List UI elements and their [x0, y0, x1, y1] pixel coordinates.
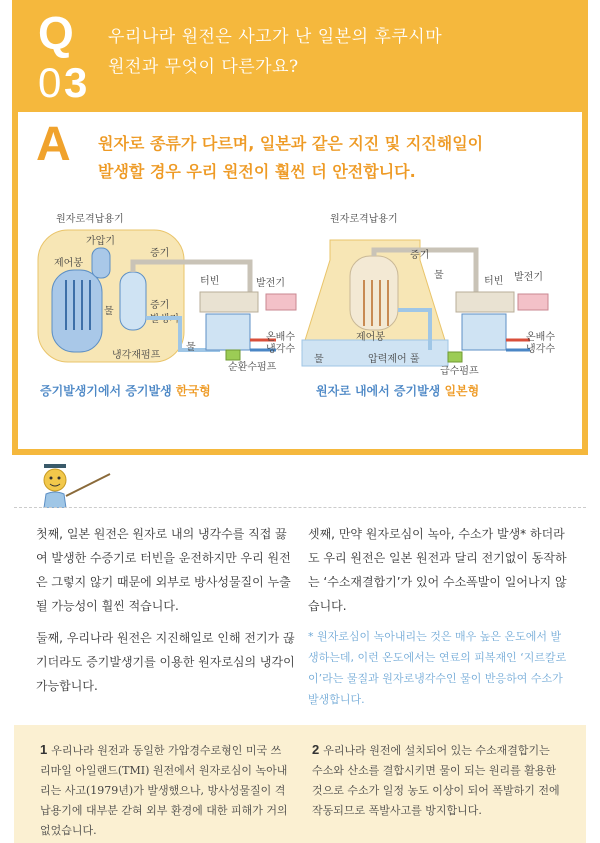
korea-condenser [206, 314, 250, 350]
korea-generator [266, 294, 296, 310]
section-divider [14, 507, 586, 508]
japan-reactor-vessel [350, 256, 398, 330]
japan-feed-pump [448, 352, 462, 362]
japan-caption [316, 382, 479, 399]
footnote-2-number: 2 [312, 742, 320, 757]
footnote-2-text: 우리나라 원전에 설치되어 있는 수소재결합기는 수소와 산소를 결합시키면 물이 되는 원리를 활용한 것으로 수소가 일정 농도 이상이 되어 폭발하기 전에 작동되므로 폭발사고를 방지합니다. [312, 744, 560, 817]
korea-circ-pump [226, 350, 240, 360]
korea-cooling-water-label: 냉각수 [266, 344, 295, 355]
body-paragraph-1: 첫째, 일본 원전은 원자로 내의 냉각수를 직접 끓여 발생한 수증기로 터빈을 운전하지만 우리 원전은 그렇지 않기 때문에 외부로 방사성물질이 누출될 가능성이 훨씬 적습니다. [36, 527, 291, 613]
korea-caption-highlight: 한국형 [175, 384, 211, 398]
teacher-face [44, 469, 66, 491]
korea-caption-main: 증기발생기에서 증기발생 [40, 384, 172, 398]
korea-reactor-vessel [52, 270, 102, 352]
japan-generator-label: 발전기 [514, 272, 543, 283]
japan-steam-label: 증기 [410, 250, 430, 261]
korea-steam-generator [120, 272, 146, 330]
korea-pressurizer [92, 248, 110, 278]
korea-water2-label: 물 [186, 342, 196, 353]
japan-containment-label: 원자로격납용기 [330, 214, 398, 225]
korea-reactor-diagram [38, 212, 296, 373]
korea-coolant-pump-label: 냉각재펌프 [112, 350, 161, 361]
korea-water-label: 물 [104, 306, 114, 317]
answer-line1: 원자로 종류가 다르며, 일본과 같은 지진 및 지진해일이 [98, 134, 484, 153]
korea-pressurizer-label: 가압기 [86, 236, 115, 247]
footnote-asterisk: * 원자로심이 녹아내리는 것은 매우 높은 온도에서 발생하는데, 이런 온도에서는 연료의 피복재인 ‘지르칼로이’라는 물질과 원자로냉각수인 물이 반응하여 수소가 발생합니다. [308, 630, 567, 706]
korea-sg-label2: 발생기 [150, 314, 179, 325]
japan-water-bottom-label: 물 [314, 354, 324, 365]
graduation-cap-icon [44, 464, 66, 468]
question-title-line2: 원전과 무엇이 다른가요? [108, 57, 299, 77]
answer-line2: 발생할 경우 우리 원전이 훨씬 더 안전합니다. [98, 162, 416, 181]
body-paragraph-3: 셋째, 만약 원자로심이 녹아, 수소가 발생* 하더라도 우리 원전은 일본 원전과 달리 전기없이 동작하는 ‘수소재결합기’가 있어 수소폭발이 일어나지 않습니다. [308, 527, 567, 613]
teacher-illustration [40, 458, 120, 508]
pointer-icon [66, 474, 110, 496]
footnote-2 [312, 740, 562, 821]
japan-turbine [456, 292, 514, 312]
reactor-comparison-diagram [30, 200, 570, 380]
japan-reactor-diagram [302, 212, 555, 377]
question-number-three: 3 [64, 59, 88, 106]
answer-letter: A [36, 118, 71, 171]
japan-feed-pump-label: 급수펌프 [440, 366, 479, 377]
teacher-body [44, 492, 66, 508]
japan-water-label: 물 [434, 270, 444, 281]
japan-caption-highlight: 일본형 [444, 384, 480, 398]
japan-caption-main: 원자로 내에서 증기발생 [316, 384, 441, 398]
footnote-1-number: 1 [40, 742, 48, 757]
question-title [108, 22, 578, 82]
korea-turbine [200, 292, 258, 312]
footnote-1 [40, 740, 290, 841]
japan-pressure-pool-label: 압력제어 풀 [368, 354, 420, 365]
answer-text [98, 130, 578, 186]
korea-sg-label1: 증기 [150, 300, 170, 311]
question-number-zero: 0 [38, 59, 62, 106]
korea-warm-water-label: 온배수 [266, 332, 295, 343]
japan-cooling-water-label: 냉각수 [526, 344, 555, 355]
japan-control-rod-label: 제어봉 [356, 332, 385, 343]
korea-steam-label: 증기 [150, 248, 170, 259]
japan-condenser [462, 314, 506, 350]
question-letter: Q [38, 7, 74, 59]
korea-turbine-label: 터빈 [200, 276, 220, 287]
korea-circ-pump-label: 순환수펌프 [228, 362, 277, 373]
footnote-1-text: 우리나라 원전과 동일한 가압경수로형인 미국 쓰리마일 아일랜드(TMI) 원전에서 원자로심이 녹아내리는 사고(1979년)가 발생했으나, 방사성물질이 격납용기에 대부분 갇혀 외부 환경에 대한 피해가 거의 없었습니다. [40, 744, 288, 837]
question-title-line1: 우리나라 원전은 사고가 난 일본의 후쿠시마 [108, 27, 443, 47]
japan-generator [518, 294, 548, 310]
korea-containment-label: 원자로격납용기 [56, 214, 124, 225]
body-left-column [36, 522, 298, 706]
japan-turbine-label: 터빈 [484, 276, 504, 287]
korea-caption [40, 382, 211, 399]
japan-warm-water-label: 온배수 [526, 332, 555, 343]
korea-control-rod-label: 제어봉 [54, 258, 83, 269]
body-right-column [308, 522, 570, 710]
question-header [18, 0, 582, 112]
body-paragraph-2: 둘째, 우리나라 원전은 지진해일로 인해 전기가 끊기더라도 증기발생기를 이용한 원자로심의 냉각이 가능합니다. [36, 631, 295, 693]
korea-generator-label: 발전기 [256, 278, 285, 289]
